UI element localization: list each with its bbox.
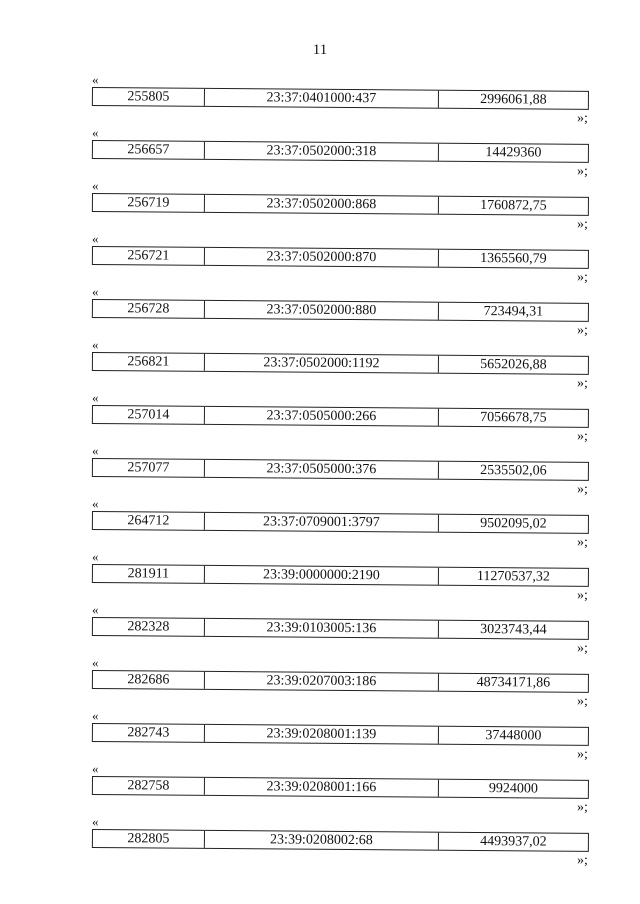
table-entry (0, 391, 640, 444)
table-row (92, 564, 589, 587)
row-id-cell: 256719 (93, 194, 205, 212)
row-id-cell: 282328 (93, 618, 205, 636)
close-quote: »; (577, 535, 588, 550)
cadastral-number-cell: 23:37:0505000:376 (205, 460, 439, 479)
cadastral-number-cell: 23:37:0502000:880 (205, 301, 439, 320)
row-id-cell: 257077 (93, 459, 205, 477)
open-quote: « (92, 231, 99, 246)
table-entry (0, 497, 640, 550)
row-id-cell: 256721 (93, 247, 205, 265)
open-quote: « (92, 72, 99, 87)
value-cell: 7056678,75 (480, 410, 547, 426)
table-entry (0, 338, 640, 391)
value-cell: 3023743,44 (480, 622, 547, 638)
open-quote: « (92, 708, 99, 723)
open-quote: « (92, 496, 99, 511)
cadastral-number-cell: 23:37:0709001:3797 (205, 513, 439, 532)
table-row (92, 776, 589, 799)
row-id-cell: 282743 (93, 724, 205, 742)
value-cell: 37448000 (485, 728, 542, 744)
table-entry (0, 444, 640, 497)
row-id-cell: 281911 (93, 565, 205, 583)
table-row (92, 670, 589, 693)
value-cell: 1760872,75 (480, 198, 547, 214)
close-quote: »; (577, 482, 588, 497)
cadastral-number-cell: 23:39:0000000:2190 (205, 566, 439, 585)
value-cell: 14429360 (485, 145, 542, 161)
table-row (92, 87, 589, 110)
open-quote: « (92, 443, 99, 458)
row-id-cell: 282686 (93, 671, 205, 689)
table-row (92, 617, 589, 640)
row-id-cell: 256728 (93, 300, 205, 318)
close-quote: »; (577, 853, 588, 868)
cadastral-number-cell: 23:37:0401000:437 (205, 89, 439, 108)
open-quote: « (92, 337, 99, 352)
table-row (92, 299, 589, 322)
table-row (92, 352, 589, 375)
table-entry (0, 73, 640, 126)
open-quote: « (92, 655, 99, 670)
close-quote: »; (577, 376, 588, 391)
table-entry (0, 656, 640, 709)
close-quote: »; (577, 588, 588, 603)
table-row (92, 723, 589, 746)
open-quote: « (92, 549, 99, 564)
cadastral-number-cell: 23:37:0502000:1192 (205, 354, 439, 373)
close-quote: »; (577, 111, 588, 126)
table-entry (0, 232, 640, 285)
close-quote: »; (577, 270, 588, 285)
value-cell: 723494,31 (483, 304, 544, 320)
value-cell: 2996061,88 (480, 92, 547, 108)
table-entry (0, 126, 640, 179)
table-entry (0, 815, 640, 868)
table-row (92, 193, 589, 216)
table-entry (0, 550, 640, 603)
close-quote: »; (577, 747, 588, 762)
page-number: 11 (312, 42, 328, 58)
value-cell: 9502095,02 (480, 516, 547, 532)
close-quote: »; (577, 323, 588, 338)
table-entry (0, 603, 640, 656)
value-cell: 48734171,86 (476, 675, 551, 691)
row-id-cell: 282758 (93, 777, 205, 795)
table-row (92, 458, 589, 481)
open-quote: « (92, 602, 99, 617)
cadastral-number-cell: 23:39:0207003:186 (205, 672, 439, 691)
close-quote: »; (577, 429, 588, 444)
table-entry (0, 762, 640, 815)
open-quote: « (92, 125, 99, 140)
table-row (92, 246, 589, 269)
value-cell: 5652026,88 (480, 357, 547, 373)
row-id-cell: 255805 (93, 88, 205, 106)
open-quote: « (92, 390, 99, 405)
close-quote: »; (577, 800, 588, 815)
cadastral-number-cell: 23:39:0208002:68 (205, 831, 439, 850)
table-row (92, 511, 589, 534)
table-row (92, 405, 589, 428)
value-cell: 4493937,02 (480, 834, 547, 850)
row-id-cell: 282805 (93, 830, 205, 848)
open-quote: « (92, 284, 99, 299)
cadastral-number-cell: 23:39:0208001:139 (205, 725, 439, 744)
open-quote: « (92, 178, 99, 193)
table-row (92, 140, 589, 163)
value-cell: 9924000 (488, 781, 538, 797)
close-quote: »; (577, 641, 588, 656)
table-row (92, 829, 589, 852)
cadastral-number-cell: 23:37:0505000:266 (205, 407, 439, 426)
row-id-cell: 256821 (93, 353, 205, 371)
cadastral-number-cell: 23:37:0502000:318 (205, 142, 439, 161)
table-entry (0, 179, 640, 232)
value-cell: 11270537,32 (476, 569, 550, 585)
cadastral-number-cell: 23:37:0502000:868 (205, 195, 439, 214)
row-id-cell: 257014 (93, 406, 205, 424)
open-quote: « (92, 814, 99, 829)
open-quote: « (92, 761, 99, 776)
row-id-cell: 256657 (93, 141, 205, 159)
value-cell: 2535502,06 (480, 463, 547, 479)
close-quote: »; (577, 164, 588, 179)
cadastral-number-cell: 23:39:0208001:166 (205, 778, 439, 797)
close-quote: »; (577, 217, 588, 232)
cadastral-number-cell: 23:39:0103005:136 (205, 619, 439, 638)
close-quote: »; (577, 694, 588, 709)
table-entry (0, 285, 640, 338)
value-cell: 1365560,79 (480, 251, 547, 267)
cadastral-number-cell: 23:37:0502000:870 (205, 248, 439, 267)
table-entry (0, 709, 640, 762)
row-id-cell: 264712 (93, 512, 205, 530)
entries-list (0, 73, 640, 868)
